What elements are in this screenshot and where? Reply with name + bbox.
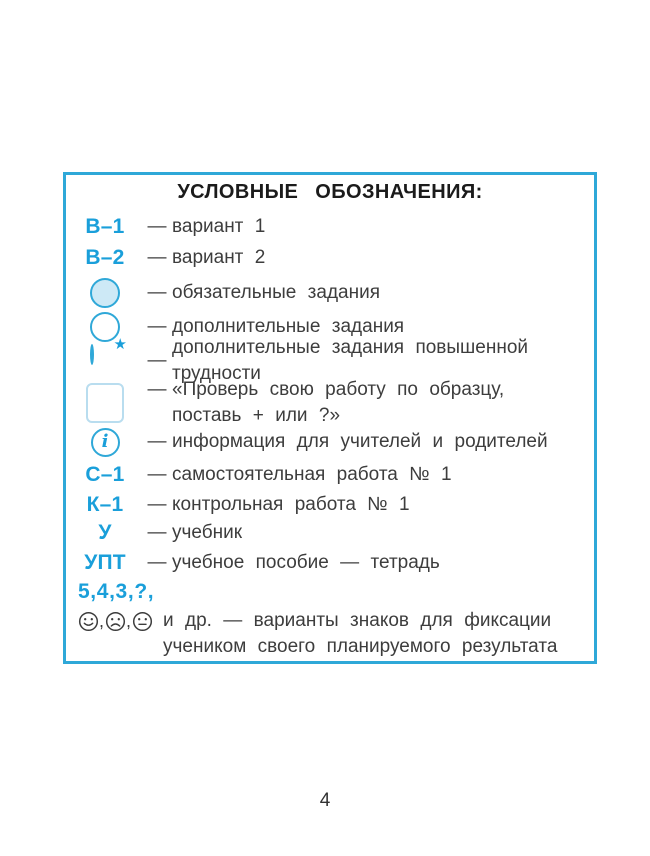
legend-row-advanced-tasks xyxy=(66,336,594,384)
variant-2-label: В–2 xyxy=(85,246,125,269)
legend-row-text-line1: «Проверь свою работу по образцу, xyxy=(172,379,505,400)
marks-description: и др. — варианты знаков для фиксации учеником своего планируемого результата xyxy=(163,610,558,657)
dash: — xyxy=(147,350,167,371)
comma: , xyxy=(99,611,105,631)
legend-row-text: информация для учителей и родителей xyxy=(172,431,548,452)
legend-row-info xyxy=(66,425,594,459)
legend-title: УСЛОВНЫЕ ОБОЗНАЧЕНИЯ: xyxy=(177,181,483,203)
face-icons xyxy=(78,608,153,634)
dash: — xyxy=(147,282,167,303)
dash: — xyxy=(147,247,167,268)
dash: — xyxy=(147,431,167,452)
marks-numbers-label: 5,4,3,?, xyxy=(78,580,155,603)
legend-row-text: учебник xyxy=(172,522,243,543)
smiley-face-icon xyxy=(78,611,99,632)
legend-row-text-line2: поставь + или ?» xyxy=(172,405,341,426)
textbook-label: У xyxy=(98,521,112,544)
independent-work-label: С–1 xyxy=(85,463,125,486)
dash: — xyxy=(147,522,167,543)
legend-row-text: вариант 2 xyxy=(172,247,266,268)
legend-row-check-work xyxy=(66,375,594,431)
page-number: 4 xyxy=(319,790,331,811)
control-work-label: К–1 xyxy=(86,493,124,516)
dash: — xyxy=(147,552,167,573)
legend-row-result-marks xyxy=(66,580,594,660)
dash: — xyxy=(147,216,167,237)
legend-row-workbook xyxy=(66,546,594,580)
legend-box xyxy=(63,172,597,664)
variant-1-label: В–1 xyxy=(85,215,125,238)
legend-row-independent-work xyxy=(66,458,594,492)
legend-row-text: дополнительные задания xyxy=(172,316,405,337)
dash: — xyxy=(147,464,167,485)
star-icon: ★ xyxy=(113,336,127,353)
sad-face-icon xyxy=(105,611,126,632)
filled-circle-icon xyxy=(90,278,120,308)
square-icon xyxy=(86,383,124,423)
dash: — xyxy=(147,494,167,515)
legend-row-textbook xyxy=(66,516,594,550)
legend-row-required-tasks xyxy=(66,276,594,310)
legend-row-text: учебное пособие — тетрадь xyxy=(172,552,440,573)
legend-row-text: дополнительные задания повышенной трудности xyxy=(172,337,529,384)
legend-row-text: самостоятельная работа № 1 xyxy=(172,464,452,485)
legend-row-variant-2 xyxy=(66,241,594,275)
comma: , xyxy=(126,611,132,631)
empty-circle-icon xyxy=(90,344,94,365)
dash: — xyxy=(147,379,167,400)
legend-row-variant-1 xyxy=(66,210,594,244)
dash: — xyxy=(147,316,167,337)
legend-row-text: контрольная работа № 1 xyxy=(172,494,410,515)
circle-with-star-icon xyxy=(90,336,127,376)
workbook-label: УПТ xyxy=(84,551,126,574)
neutral-face-icon xyxy=(132,611,153,632)
info-icon: i xyxy=(91,428,120,457)
legend-row-text: обязательные задания xyxy=(172,282,380,303)
legend-row-text: вариант 1 xyxy=(172,216,266,237)
